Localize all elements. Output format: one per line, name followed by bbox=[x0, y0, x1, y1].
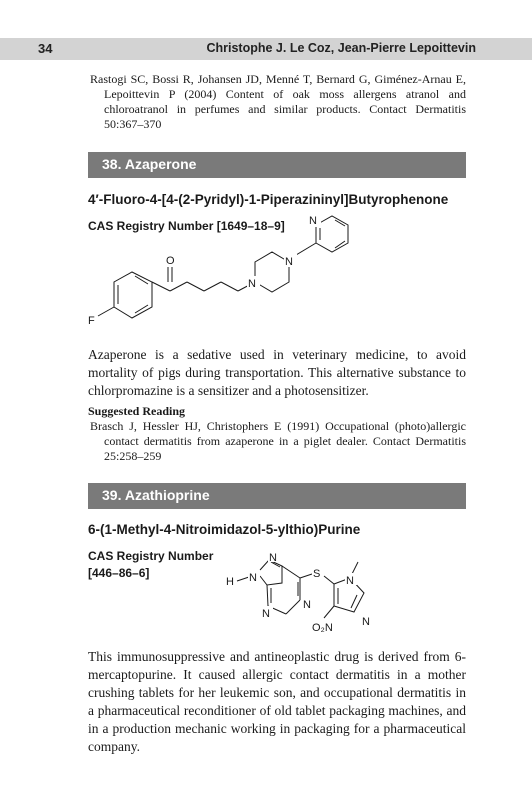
purine-n3-label: N bbox=[262, 608, 270, 620]
azathioprine-chemical-name: 6-(1-Methyl-4-Nitroimidazol-5-ylthio)Purine bbox=[88, 522, 361, 537]
purine-n7-label: N bbox=[269, 552, 277, 564]
azaperone-cas-number: CAS Registry Number [1649–18–9] bbox=[88, 219, 285, 233]
azaperone-chemical-name: 4′-Fluoro-4-[4-(2-Pyridyl)-1-Piperazininyl]Butyrophenone bbox=[88, 192, 449, 207]
h-label: H bbox=[226, 576, 234, 588]
running-head-authors: Christophe J. Le Coz, Jean-Pierre Lepoittevin bbox=[206, 41, 476, 55]
imidazole-n3-label: N bbox=[362, 616, 370, 628]
purine-n9-label: N bbox=[249, 572, 257, 584]
fluorine-label: F bbox=[88, 315, 95, 327]
section-38-title: 38. Azaperone bbox=[102, 156, 197, 172]
reference-brasch: Brasch J, Hessler HJ, Christophers E (1991) Occupational (photo)allergic contact dermatitis from azaperone in a piglet dealer. Contact Dermatitis 25:258–259 bbox=[90, 419, 466, 463]
azathioprine-cas-label: CAS Registry Number bbox=[88, 549, 214, 563]
imidazole-n-methyl-label: N bbox=[346, 575, 354, 587]
azaperone-description: Azaperone is a sedative used in veterinary medicine, to avoid mortality of pigs during transportation. This alternative substance to chlorpromazine is a sensitizer and a photosensitizer. bbox=[88, 347, 466, 398]
sulfur-label: S bbox=[313, 568, 321, 580]
suggested-reading-heading: Suggested Reading bbox=[88, 404, 186, 418]
page-number: 34 bbox=[38, 41, 53, 56]
section-38-bar bbox=[88, 152, 466, 178]
section-39-title: 39. Azathioprine bbox=[102, 487, 210, 503]
oxygen-label: O bbox=[166, 255, 175, 267]
azathioprine-cas-number: [446–86–6] bbox=[88, 566, 150, 580]
piperazine-n-top-label: N bbox=[285, 256, 293, 268]
piperazine-n-bottom-label: N bbox=[248, 278, 256, 290]
azathioprine-description: This immunosuppressive and antineoplastic drug is derived from 6-mercaptopurine. It caused allergic contact dermatitis in a mother crushing tablets for her leukemic son, and occupational dermatitis in a pharmaceutical reconditioner of old tablet packaging machines, and in a production mechanic working in packaging for a pharmaceutical company. bbox=[88, 649, 466, 754]
pyridine-n-label: N bbox=[309, 215, 317, 227]
purine-n1-label: N bbox=[303, 599, 311, 611]
reference-rastogi: Rastogi SC, Bossi R, Johansen JD, Menné T, Bernard G, Giménez-Arnau E, Lepoittevin P (2004) Content of oak moss allergens atranol and chloroatranol in perfumes and similar products. Contact Dermatitis 50:367–370 bbox=[90, 72, 466, 131]
azaperone-structure bbox=[80, 212, 380, 342]
nitro-group-label: O₂N bbox=[312, 622, 333, 634]
section-39-bar bbox=[88, 483, 466, 509]
azathioprine-structure bbox=[220, 548, 400, 648]
